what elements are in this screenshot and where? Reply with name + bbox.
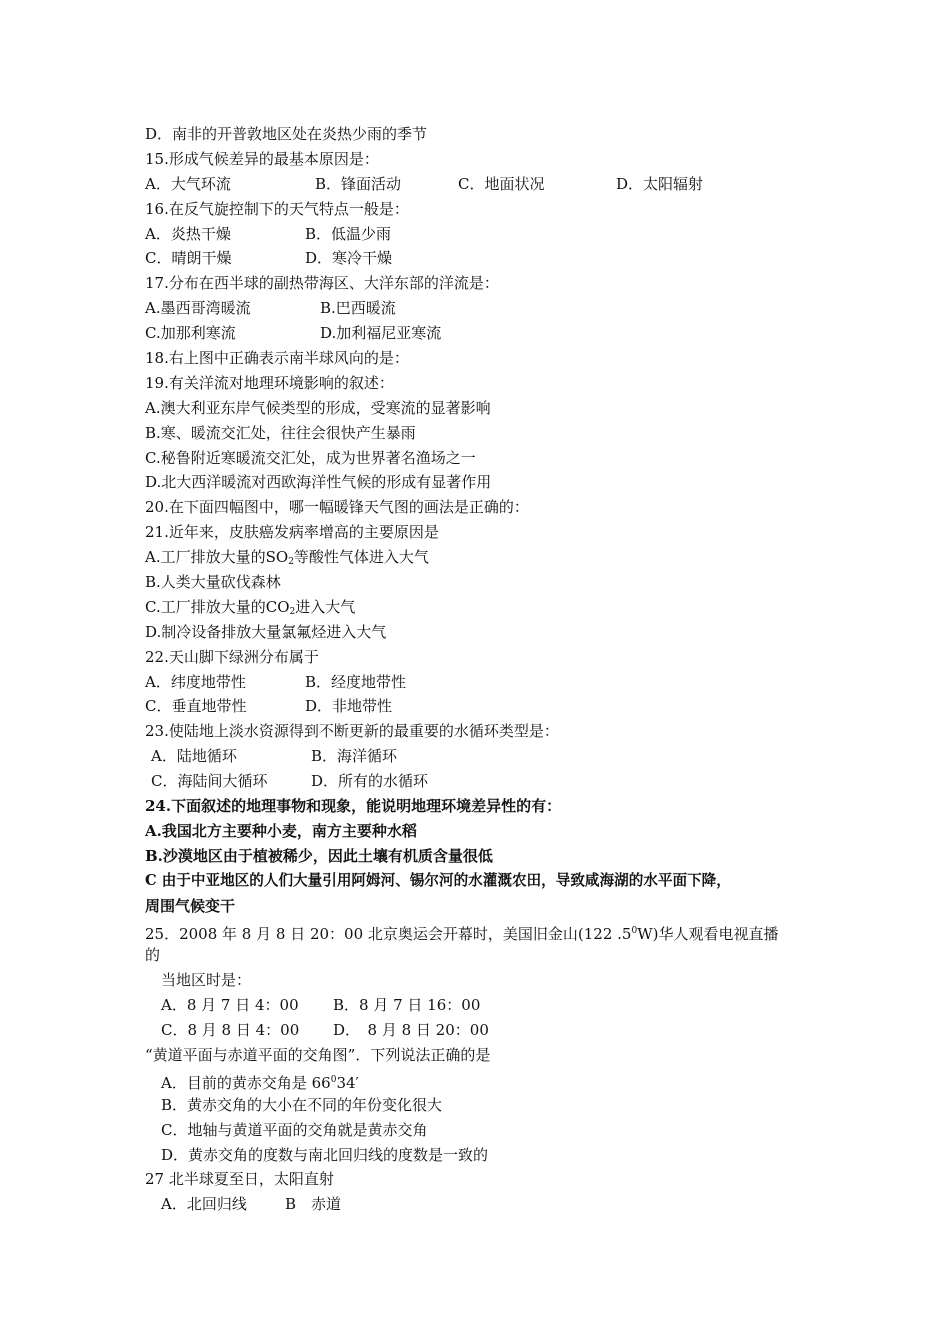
q19-stem: 19.有关洋流对地理环境影响的叙述： xyxy=(145,373,394,392)
q26-option-a: A．目前的黄赤交角是 $66^034'$ xyxy=(161,1073,359,1092)
q22-stem: 22.天山脚下绿洲分布属于 xyxy=(145,647,319,666)
q15-option-b: B．锋面活动 xyxy=(315,174,402,193)
q22-option-b: B．经度地带性 xyxy=(305,672,407,691)
q16-option-b: B．低温少雨 xyxy=(305,224,392,243)
q21-option-a: A.工厂排放大量的$SO_2$等酸性气体进入大气 xyxy=(145,548,429,568)
q21-option-d: D.制冷设备排放大量氯氟烃进入大气 xyxy=(145,622,387,641)
q15-option-c: C．地面状况 xyxy=(458,174,545,193)
q19-option-a: A.澳大利亚东岸气候类型的形成，受寒流的显著影响 xyxy=(145,398,491,417)
q16-options-row1 xyxy=(145,222,835,247)
q23-options-row2 xyxy=(145,769,835,794)
q17-options-row2 xyxy=(145,321,835,346)
q16-options-row2 xyxy=(145,246,835,271)
q21-option-b: B.人类大量砍伐森林 xyxy=(145,573,281,592)
q25-stem-cont2: 当地区时是： xyxy=(161,971,252,990)
q22-options-row1 xyxy=(145,670,835,695)
q26-option-d: D．黄赤交角的度数与南北回归线的度数是一致的 xyxy=(161,1145,489,1164)
q17-option-a: A.墨西哥湾暖流 xyxy=(145,299,251,318)
q17-option-c: C.加那利寒流 xyxy=(145,324,236,343)
q19-option-b: B.寒、暖流交汇处，往往会很快产生暴雨 xyxy=(145,423,416,442)
q24-option-c-line2: 周围气候变干 xyxy=(145,896,236,915)
q24-option-b: B.沙漠地区由于植被稀少，因此土壤有机质含量很低 xyxy=(145,846,493,865)
q19-option-c: C.秘鲁附近寒暖流交汇处，成为世界著名渔场之一 xyxy=(145,448,476,467)
q23-stem: 23.使陆地上淡水资源得到不断更新的最重要的水循环类型是： xyxy=(145,722,559,741)
q25-option-b: B．8 月 7 日 16：00 xyxy=(333,996,481,1015)
q24-stem: 24.下面叙述的地理事物和现象，能说明地理环境差异性的有： xyxy=(145,797,562,816)
q26-option-b: B．黄赤交角的大小在不同的年份变化很大 xyxy=(161,1095,443,1114)
q16-option-c: C．晴朗干燥 xyxy=(145,249,232,268)
q15-stem: 15.形成气候差异的最基本原因是： xyxy=(145,149,379,168)
q22-option-c: C．垂直地带性 xyxy=(145,697,247,716)
q21-stem: 21.近年来，皮肤癌发病率增高的主要原因是 xyxy=(145,523,439,542)
q24-option-a: A.我国北方主要种小麦，南方主要种水稻 xyxy=(145,821,417,840)
q23-option-b: B．海洋循环 xyxy=(311,747,398,766)
q15-options xyxy=(145,172,835,197)
q25-stem: 25．2008 年 8 月 8 日 20：00 北京奥运会开幕时，美国旧金山(122 $.5^0W$)华人观看电视直播 xyxy=(145,924,779,943)
q17-option-d: D.加利福尼亚寒流 xyxy=(320,324,442,343)
q17-stem: 17.分布在西半球的副热带海区、大洋东部的洋流是： xyxy=(145,274,499,293)
q25-option-d: D． 8 月 8 日 20：00 xyxy=(333,1021,489,1040)
q21-option-c: C.工厂排放大量的$CO_2$进入大气 xyxy=(145,597,356,617)
q22-options-row2 xyxy=(145,694,835,719)
q17-options-row1 xyxy=(145,296,835,321)
q27-option-a: A．北回归线 xyxy=(161,1195,247,1214)
q16-stem: 16.在反气旋控制下的天气特点一般是： xyxy=(145,199,409,218)
q25-options-row1 xyxy=(145,993,835,1018)
q20-stem: 20.在下面四幅图中，哪一幅暖锋天气图的画法是正确的： xyxy=(145,498,529,517)
q27-option-b: B 赤道 xyxy=(285,1195,342,1214)
q26-stem: “黄道平面与赤道平面的交角图”．下列说法正确的是 xyxy=(145,1045,491,1064)
q15-option-d: D．太阳辐射 xyxy=(616,174,704,193)
q27-options xyxy=(145,1192,835,1217)
q25-option-c: C．8 月 8 日 4：00 xyxy=(161,1021,300,1040)
q18-stem: 18.右上图中正确表示南半球风向的是： xyxy=(145,349,409,368)
q22-option-d: D．非地带性 xyxy=(305,697,393,716)
q15-option-a: A．大气环流 xyxy=(145,174,231,193)
q19-option-d: D.北大西洋暖流对西欧海洋性气候的形成有显著作用 xyxy=(145,473,492,492)
exam-page xyxy=(145,122,835,1217)
q25-options-row2 xyxy=(145,1018,835,1043)
q27-stem: 27 北半球夏至日，太阳直射 xyxy=(145,1170,334,1189)
q25-option-a: A．8 月 7 日 4：00 xyxy=(161,996,299,1015)
q24-option-c-line1: C 由于中亚地区的人们大量引用阿姆河、锡尔河的水灌溉农田，导致咸海湖的水平面下降， xyxy=(145,871,731,889)
q26-option-c: C．地轴与黄道平面的交角就是黄赤交角 xyxy=(161,1120,428,1139)
q23-option-d: D．所有的水循环 xyxy=(311,772,429,791)
q23-option-c: C．海陆间大循环 xyxy=(151,772,268,791)
q17-option-b: B.巴西暖流 xyxy=(320,299,396,318)
q16-option-d: D．寒冷干燥 xyxy=(305,249,393,268)
q14-option-d: D．南非的开普敦地区处在炎热少雨的季节 xyxy=(145,125,428,143)
q25-stem-cont: 的 xyxy=(145,946,161,965)
q22-option-a: A．纬度地带性 xyxy=(145,672,246,691)
q23-options-row1 xyxy=(145,744,835,769)
q16-option-a: A．炎热干燥 xyxy=(145,224,231,243)
q23-option-a: A．陆地循环 xyxy=(151,747,237,766)
